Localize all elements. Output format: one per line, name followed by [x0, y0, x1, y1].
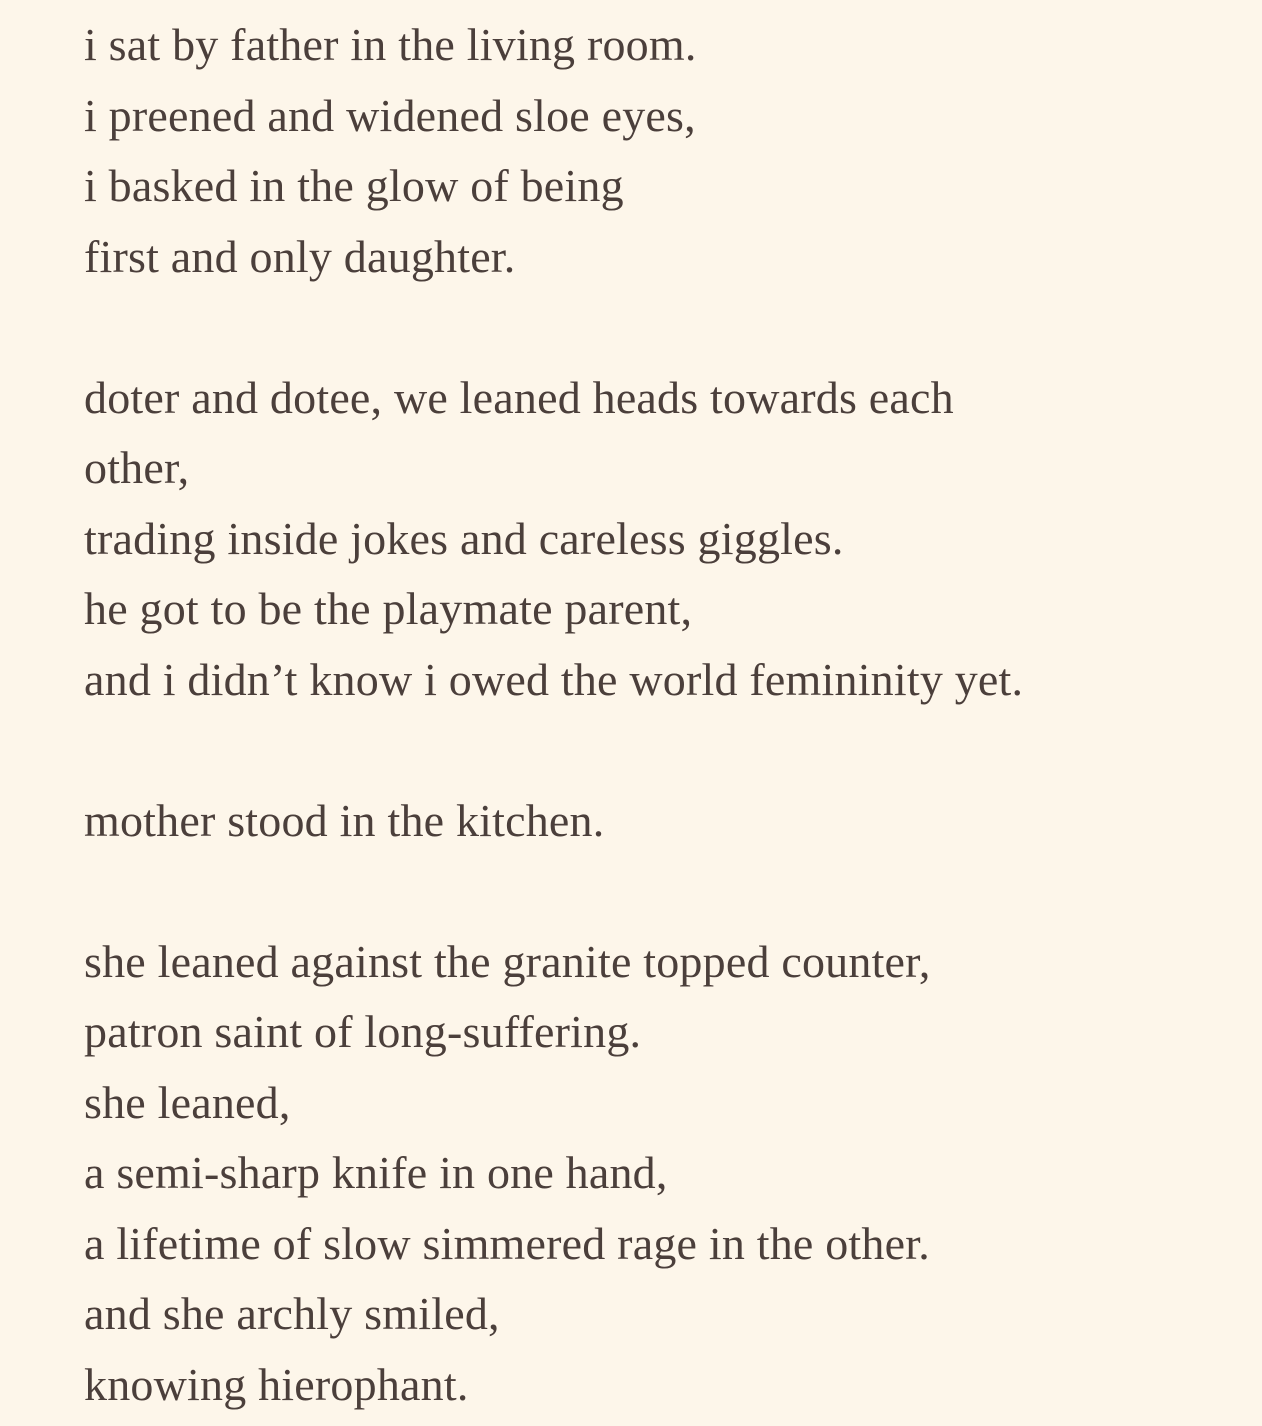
poem-line: he got to be the playmate parent, [84, 580, 1204, 651]
stanza-4 [84, 933, 1204, 1426]
poem-line: i preened and widened sloe eyes, [84, 87, 1204, 158]
stanza-3 [84, 792, 1204, 863]
poem-text [84, 16, 1204, 1426]
stanza-break [84, 721, 1204, 792]
poem-line: doter and dotee, we leaned heads towards each [84, 369, 1204, 440]
poem-line: other, [84, 439, 1204, 510]
poem-line: a semi-sharp knife in one hand, [84, 1144, 1204, 1215]
poem-line: i sat by father in the living room. [84, 16, 1204, 87]
poem-line: mother stood in the kitchen. [84, 792, 1204, 863]
poem-line: a lifetime of slow simmered rage in the other. [84, 1215, 1204, 1286]
poem-line: and i didn’t know i owed the world femininity yet. [84, 651, 1204, 722]
poem-line: i basked in the glow of being [84, 157, 1204, 228]
poem-line: she leaned, [84, 1074, 1204, 1145]
stanza-2 [84, 369, 1204, 722]
poem-line: and she archly smiled, [84, 1285, 1204, 1356]
poem-line: she leaned against the granite topped counter, [84, 933, 1204, 1004]
stanza-break [84, 298, 1204, 369]
stanza-break [84, 862, 1204, 933]
poem-line: patron saint of long-suffering. [84, 1003, 1204, 1074]
stanza-1 [84, 16, 1204, 298]
poem-line: knowing hierophant. [84, 1356, 1204, 1426]
poem-line: first and only daughter. [84, 228, 1204, 299]
poem-line: trading inside jokes and careless giggles. [84, 510, 1204, 581]
